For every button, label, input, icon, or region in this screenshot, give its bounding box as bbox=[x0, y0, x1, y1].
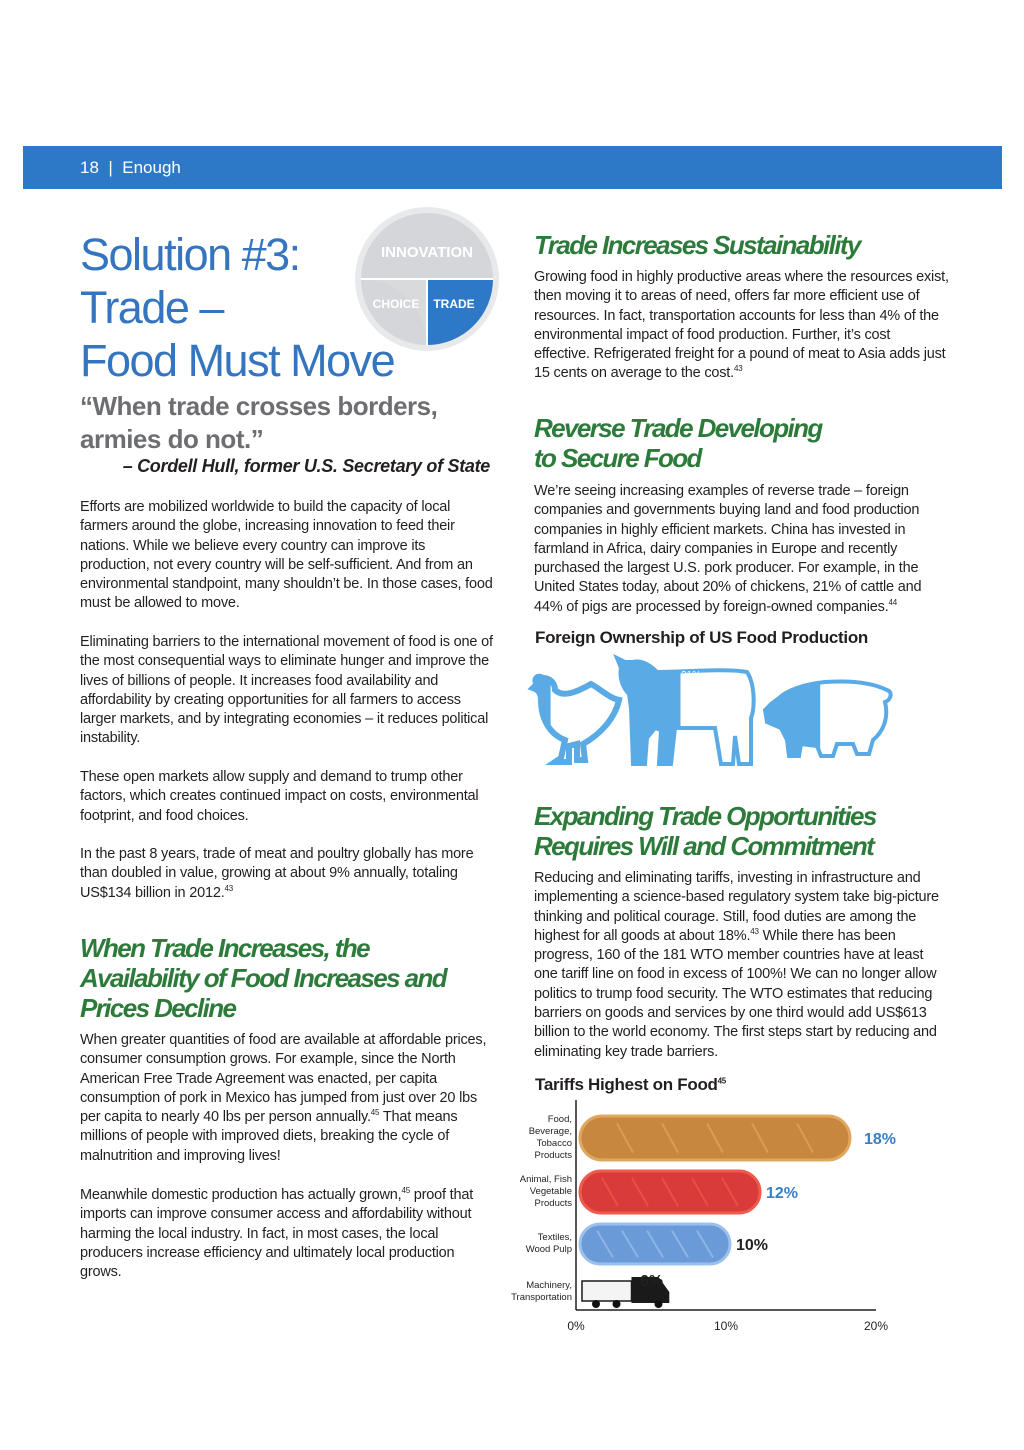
truck-wheel bbox=[592, 1300, 600, 1308]
paragraph-text: We’re seeing increasing examples of reverse trade – foreign companies and governments buying land and food production companies in highly efficient markets. China has invested in farmland in Africa, dairy companies in Europe and recently purchased the largest U.S. pork producer. For example, in the United States today, about 20% of chickens, 21% of cattle and 44% of pigs are processed by foreign-owned companies. bbox=[534, 483, 922, 615]
category-label-line: Wood Pulp bbox=[525, 1244, 572, 1255]
body-paragraph bbox=[534, 869, 949, 1062]
cattle-share-label: 21% bbox=[680, 670, 702, 681]
page-number: 18 bbox=[80, 158, 99, 177]
header-separator: | bbox=[108, 158, 113, 177]
quote-attribution: – Cordell Hull, former U.S. Secretary of State bbox=[122, 456, 490, 476]
tariff-chart bbox=[567, 1100, 902, 1340]
section-heading bbox=[534, 230, 949, 260]
paragraph-text: Meanwhile domestic production has actually grown, bbox=[80, 1187, 402, 1203]
paragraph-text: proof that imports can improve consumer access and affordability without harming the local industry. In fact, in most cases, the local producers increase efficiency and ultimately local production grows. bbox=[80, 1187, 474, 1281]
title-line: Solution #3: bbox=[80, 229, 300, 280]
section-heading bbox=[534, 801, 949, 861]
pig-share-label: 44% bbox=[829, 686, 851, 697]
tariff-category-label bbox=[480, 1174, 572, 1210]
wheel-trade-label: TRADE bbox=[433, 297, 475, 311]
body-paragraph: Eliminating barriers to the international movement of food is one of the most consequential ways to eliminate hunger and improve the lives of billions of people. It increases food availability and affordability by creating opportunities for all farmers to access larger markets, and by integrating economies – it reduces political instability. bbox=[80, 634, 493, 747]
pull-quote bbox=[80, 390, 500, 456]
footnote-ref: 44 bbox=[888, 597, 898, 607]
heading-line: Trade Increases Sustainability bbox=[534, 230, 860, 260]
footnote-ref: 43 bbox=[224, 883, 234, 893]
page-header bbox=[80, 158, 181, 178]
heading-line: to Secure Food bbox=[534, 443, 701, 473]
footnote-ref: 45 bbox=[401, 1186, 410, 1196]
footnote-ref: 43 bbox=[750, 927, 759, 937]
paragraph-text: When greater quantities of food are available at affordable prices, consumer consumption grows. For example, since the North American Free Trade Agreement was enacted, per capita consumption of pork in Mexico has jumped from just over 20 lbs per capita to nearly 40 lbs per person annually. bbox=[80, 1032, 487, 1126]
paragraph-text: That means millions of people with improved diets, breaking the cycle of malnutrition and improving lives! bbox=[80, 1109, 458, 1164]
footnote-ref: 45 bbox=[717, 1076, 726, 1086]
chart-title-text: Tariffs Highest on Food bbox=[535, 1075, 718, 1094]
x-tick-label: 0% bbox=[567, 1319, 585, 1333]
paragraph-text: While there has been progress, 160 of the 181 WTO member countries have at least one tariff line on food in excess of 100%! We can no longer allow politics to trump food security. The WTO estimates that reducing barriers on goods and services by one third would add US$613 billion to the world economy. The first steps start by reducing and eliminating key trade barriers. bbox=[534, 927, 937, 1060]
tariff-value-label: 6% bbox=[640, 1273, 664, 1290]
publication-title: Enough bbox=[122, 158, 181, 177]
pig-icon bbox=[765, 681, 891, 756]
wheel-choice-label: CHOICE bbox=[372, 297, 420, 311]
body-paragraph bbox=[80, 1031, 495, 1166]
tariff-value-label: 18% bbox=[864, 1131, 897, 1148]
body-paragraph bbox=[534, 482, 949, 617]
tariff-value-label: 10% bbox=[736, 1237, 769, 1254]
heading-line: Requires Will and Commitment bbox=[534, 831, 874, 861]
category-label-line: Food, bbox=[547, 1114, 572, 1125]
footnote-ref: 43 bbox=[733, 364, 743, 374]
tariff-category-label bbox=[480, 1232, 572, 1256]
category-label-line: Tobacco bbox=[536, 1138, 572, 1149]
heading-line: When Trade Increases, the bbox=[80, 933, 369, 963]
tariff-category-label bbox=[480, 1114, 572, 1162]
tariff-category-label bbox=[480, 1280, 572, 1304]
body-paragraph bbox=[80, 1186, 495, 1282]
category-label-line: Products bbox=[534, 1198, 572, 1209]
tariff-category-labels bbox=[480, 1100, 572, 1310]
body-paragraph: These open markets allow supply and demand to trump other factors, which creates continued impact on costs, environmental footprint, and food choices. bbox=[80, 769, 479, 824]
x-tick-label: 20% bbox=[863, 1319, 889, 1333]
category-label-line: Textiles, bbox=[537, 1232, 572, 1243]
wheel-trade-segment bbox=[427, 279, 493, 345]
heading-line: Availability of Food Increases and bbox=[80, 963, 447, 993]
tariff-chart-title bbox=[535, 1075, 726, 1095]
category-label-line: Transportation bbox=[511, 1292, 572, 1303]
footnote-ref: 45 bbox=[370, 1108, 380, 1118]
section-heading bbox=[80, 933, 495, 1023]
category-label-line: Products bbox=[534, 1150, 572, 1161]
truck-wheel bbox=[613, 1300, 621, 1308]
category-label-line: Machinery, bbox=[526, 1280, 572, 1291]
ownership-chart-title: Foreign Ownership of US Food Production bbox=[535, 628, 869, 647]
heading-line: Prices Decline bbox=[80, 993, 236, 1023]
quote-line: “When trade crosses borders, bbox=[80, 391, 438, 421]
chicken-share-label: 20% bbox=[566, 700, 588, 711]
ownership-chart bbox=[525, 648, 915, 770]
title-line: Food Must Move bbox=[80, 335, 395, 386]
body-paragraph bbox=[534, 268, 949, 384]
paragraph-text: In the past 8 years, trade of meat and poultry globally has more than doubled in value, growing at about 9% annually, totaling US$134 billion in 2012. bbox=[80, 846, 474, 901]
title-line: Trade – bbox=[80, 282, 223, 333]
chicken-icon bbox=[533, 677, 619, 762]
heading-line: Reverse Trade Developing bbox=[534, 413, 822, 443]
body-paragraph bbox=[80, 845, 495, 903]
body-paragraph: Efforts are mobilized worldwide to build the capacity of local farmers around the globe, increasing innovation to feed their nations. While we believe every country can improve its production, not every country will be self-sufficient. And from an environmental standpoint, many shouldn’t be. In those cases, food must be allowed to move. bbox=[80, 499, 493, 612]
category-label-line: Animal, Fish bbox=[519, 1174, 572, 1185]
paragraph-text: Reducing and eliminating tariffs, investing in infrastructure and implementing a science-based regulatory system take big-picture thinking and political courage. Still, food duties are among the highest for all goods at about 18%. bbox=[534, 870, 939, 944]
category-label-line: Vegetable bbox=[529, 1186, 572, 1197]
category-label-line: Beverage, bbox=[528, 1126, 572, 1137]
truck-wheel bbox=[655, 1300, 663, 1308]
tariff-value-label: 12% bbox=[766, 1185, 799, 1202]
quote-line: armies do not.” bbox=[80, 424, 264, 454]
truck-icon bbox=[582, 1281, 632, 1301]
section-heading bbox=[534, 413, 949, 473]
heading-line: Expanding Trade Opportunities bbox=[534, 801, 876, 831]
solution-wheel bbox=[352, 204, 502, 354]
wheel-innovation-label: INNOVATION bbox=[381, 244, 473, 261]
x-tick-label: 10% bbox=[713, 1319, 739, 1333]
paragraph-text: Growing food in highly productive areas where the resources exist, then moving it to areas of need, offers far more efficient use of resources. In fact, transportation accounts for less than 4% of the environmental impact of food production. Further, it’s cost effective. Refrigerated freight for a pound of meat to Asia adds just 15 cents on average to the cost. bbox=[534, 269, 949, 382]
